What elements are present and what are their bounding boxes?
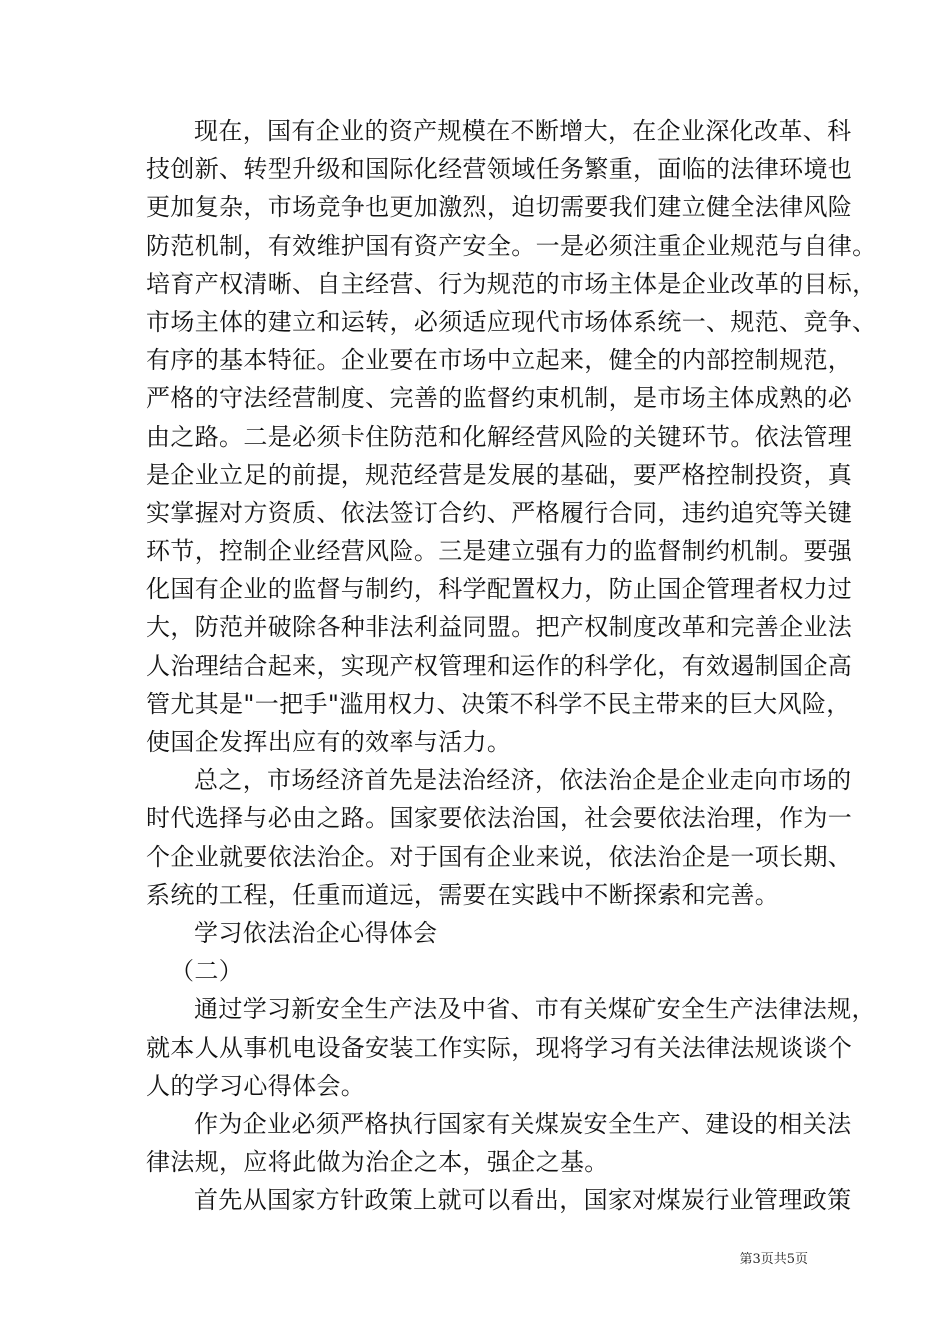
- text-line: 首先从国家方针政策上就可以看出，国家对煤炭行业管理政策: [194, 1186, 852, 1215]
- text-line: 个企业就要依法治企。对于国有企业来说，依法治企是一项长期、: [146, 842, 853, 871]
- text-line: 市场主体的建立和运转，必须适应现代市场体系统一、规范、竞争、: [146, 307, 877, 336]
- text-line: 系统的工程，任重而道远，需要在实践中不断探索和完善。: [146, 880, 780, 909]
- text-line: 总之，市场经济首先是法治经济，依法治企是企业走向市场的: [194, 766, 852, 795]
- document-body: [146, 112, 877, 1219]
- text-line: 严格的守法经营制度、完善的监督约束机制，是市场主体成熟的必: [146, 384, 853, 413]
- text-line: 更加复杂，市场竞争也更加激烈，迫切需要我们建立健全法律风险: [146, 193, 853, 222]
- text-line: 管尤其是"一把手"滥用权力、决策不科学不民主带来的巨大风险，: [146, 689, 851, 718]
- text-line: 使国企发挥出应有的效率与活力。: [146, 728, 512, 756]
- text-line: 人的学习心得体会。: [146, 1071, 366, 1100]
- text-line: 环节，控制企业经营风险。三是建立强有力的监督制约机制。要强: [146, 537, 853, 566]
- text-line: 人治理结合起来，实现产权管理和运作的科学化，有效遏制国企高: [146, 651, 853, 680]
- text-line: 防范机制，有效维护国有资产安全。一是必须注重企业规范与自律。: [146, 231, 877, 260]
- text-line: 就本人从事机电设备安装工作实际，现将学习有关法律法规谈谈个: [146, 1033, 853, 1062]
- text-line: 有序的基本特征。企业要在市场中立起来，健全的内部控制规范，: [146, 346, 853, 375]
- text-line: 技创新、转型升级和国际化经营领域任务繁重，面临的法律环境也: [146, 155, 853, 184]
- section-number: （二）: [170, 957, 244, 986]
- text-line: 是企业立足的前提，规范经营是发展的基础，要严格控制投资，真: [146, 460, 853, 489]
- text-line: 通过学习新安全生产法及中省、市有关煤矿安全生产法律法规，: [194, 995, 876, 1024]
- text-line: 培育产权清晰、自主经营、行为规范的市场主体是企业改革的目标，: [146, 269, 877, 298]
- text-line: 律法规，应将此做为治企之本，强企之基。: [146, 1148, 609, 1177]
- page-footer: 第3页共5页: [739, 1252, 808, 1267]
- text-line: 由之路。二是必须卡住防范和化解经营风险的关键环节。依法管理: [146, 422, 853, 451]
- text-line: 时代选择与必由之路。国家要依法治国，社会要依法治理，作为一: [146, 804, 853, 833]
- text-line: 大，防范并破除各种非法利益同盟。把产权制度改革和完善企业法: [146, 613, 853, 642]
- text-line: 作为企业必须严格执行国家有关煤炭安全生产、建设的相关法: [194, 1109, 852, 1138]
- text-line: 现在，国有企业的资产规模在不断增大，在企业深化改革、科: [194, 117, 852, 145]
- section-title: 学习依法治企心得体会: [194, 918, 438, 947]
- text-line: 实掌握对方资质、依法签订合约、严格履行合同，违约追究等关键: [146, 498, 853, 527]
- text-line: 化国有企业的监督与制约，科学配置权力，防止国企管理者权力过: [146, 575, 853, 604]
